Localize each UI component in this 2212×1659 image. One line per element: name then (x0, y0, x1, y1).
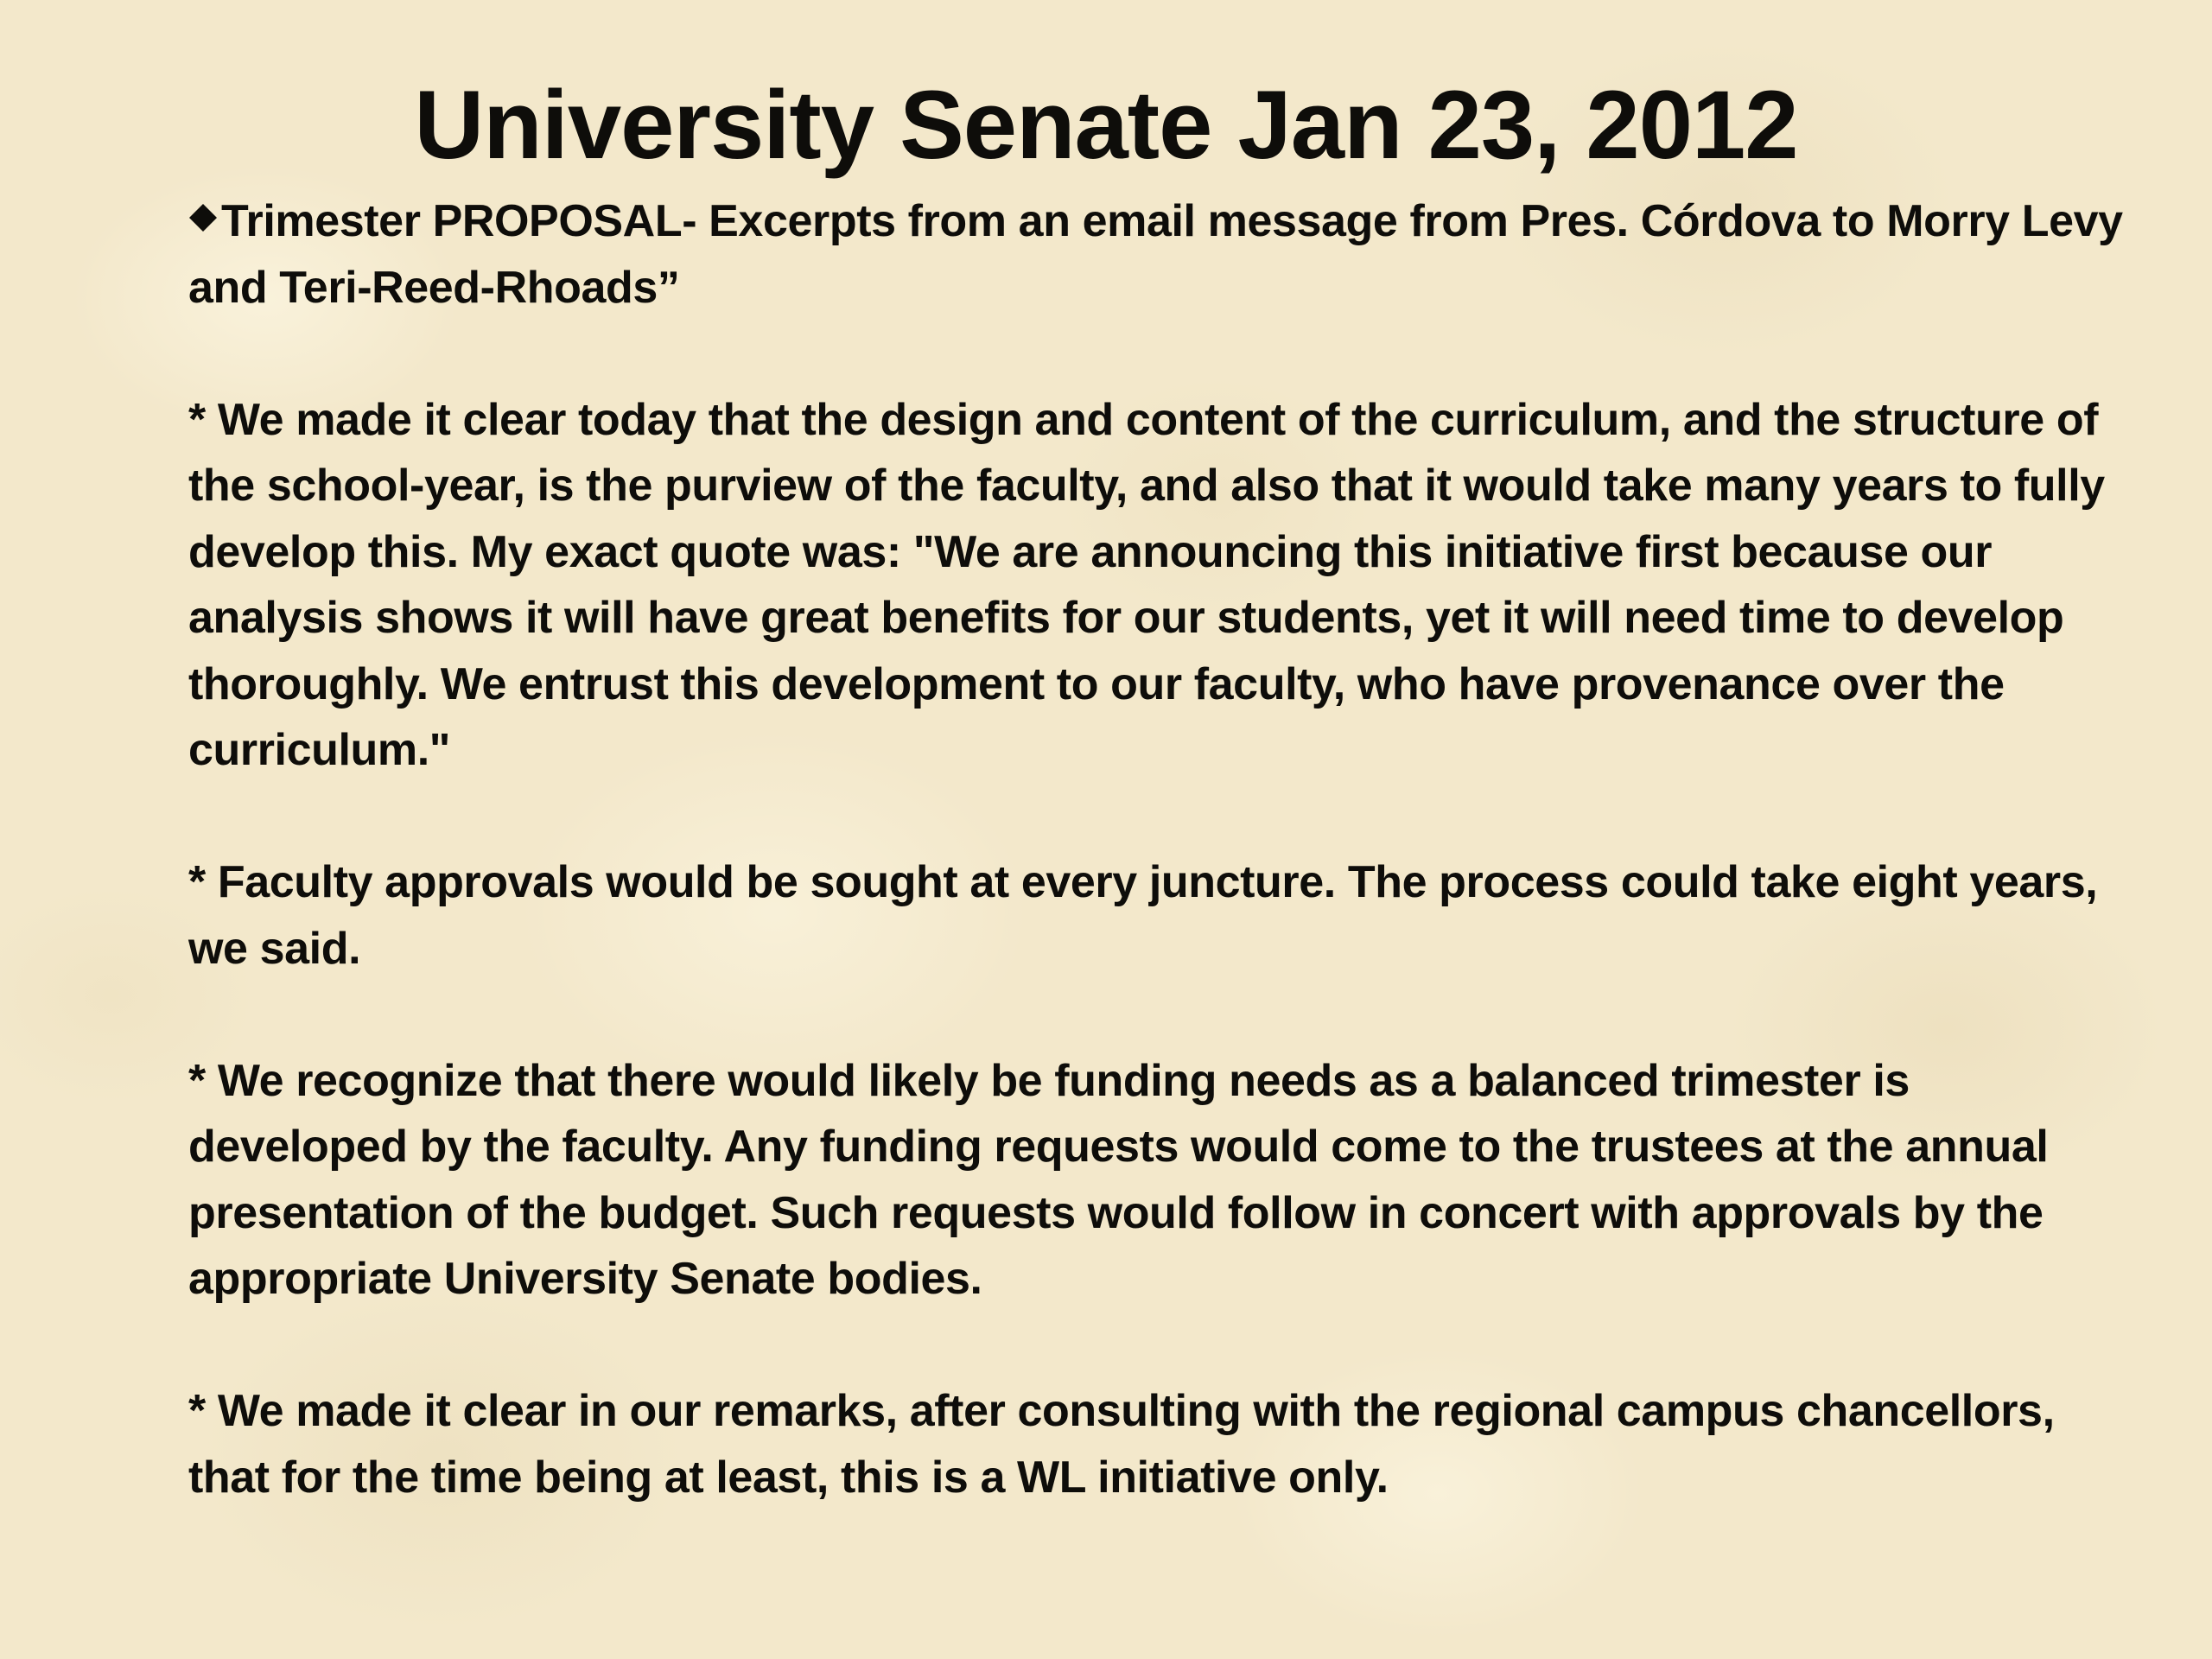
quote-paragraph-4: * We made it clear in our remarks, after consulting with the regional campus chancellors, that for the time being at least, this is a WL initiative only. (188, 1386, 2055, 1503)
intro-text: Trimester PROPOSAL- Excerpts from an email message from Pres. Córdova to Morry Levy and Teri-Reed-Rhoads” (188, 196, 2123, 313)
intro-line (188, 188, 2133, 321)
slide-title: University Senate Jan 23, 2012 (414, 71, 1798, 179)
slide-body (188, 188, 2133, 1510)
diamond-bullet-icon (188, 203, 218, 232)
quote-paragraph-3: * We recognize that there would likely be funding needs as a balanced trimester is developed by the faculty. Any funding requests would come to the trustees at the annual presentation of the budget. Such requests would follow in concert with approvals by the appropriate University Senate bodies. (188, 1055, 2049, 1304)
quote-paragraph-2: * Faculty approvals would be sought at every juncture. The process could take eight years, we said. (188, 857, 2098, 974)
quote-paragraph-1: * We made it clear today that the design and content of the curriculum, and the structure of the school-year, is the purview of the faculty, and also that it would take many years to fully develop this. My exact quote was: "We are announcing this initiative first because our analysis shows it will have great benefits for our students, yet it will need time to develop thoroughly. We entrust this development to our faculty, who have provenance over the curriculum." (188, 394, 2105, 775)
